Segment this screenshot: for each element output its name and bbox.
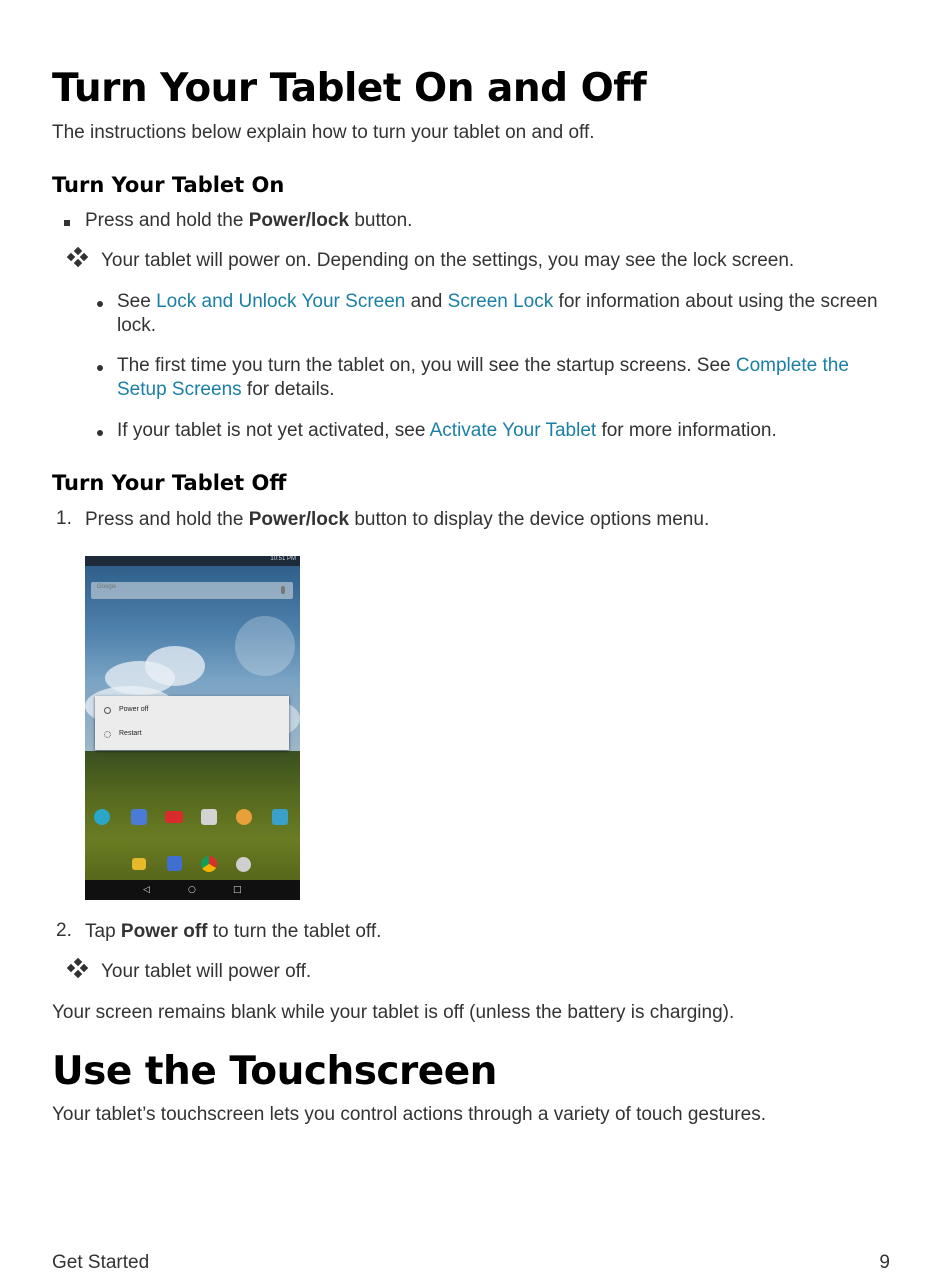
camera-icon[interactable] [201,809,217,825]
step-number: 2. [56,920,72,941]
email-icon[interactable] [132,858,146,870]
navigation-bar [85,880,300,900]
footer-section: Get Started [52,1252,150,1273]
power-icon [104,707,111,714]
bullet-text: for information about using the screen [553,291,878,312]
heading-turn-on: Turn Your Tablet On [52,173,285,197]
dot-bullet-icon [97,430,103,436]
step-turn-off-1 [85,508,709,532]
step-text-end: button. [349,210,413,231]
status-time: 10:51 PM [270,556,296,562]
wallpaper-grass [85,751,300,900]
touchscreen-intro: Your tablet’s touchscreen lets you control actions through a variety of touch gestures. [52,1104,766,1125]
step-text: Press and hold the [85,210,249,231]
result-diamond-icon [68,959,88,979]
bullet-lock-info [117,290,878,314]
link-activate-tablet[interactable]: Activate Your Tablet [429,420,597,441]
bullet-text: See [117,291,157,312]
page-title: Turn Your Tablet On and Off [52,66,647,111]
section-intro: The instructions below explain how to turn your tablet on and off. [52,122,595,143]
bullet-text: for more information. [596,420,777,441]
step-number: 1. [56,508,72,529]
mic-icon [281,586,285,594]
power-lock-label: Power/lock [248,210,350,231]
dot-bullet-icon [97,301,103,307]
link-complete-setup-screens[interactable]: Setup Screens [117,379,242,400]
step-text: Press and hold the [85,509,249,530]
calendar-icon[interactable] [167,856,182,871]
home-icon[interactable]: ○ [188,885,196,895]
photos-icon[interactable] [236,809,252,825]
menu-item-power-off[interactable]: Power off [119,706,149,713]
search-placeholder: Google [97,584,117,590]
menu-item-restart[interactable]: Restart [119,730,142,737]
power-off-label: Power off [120,921,208,942]
device-options-screenshot [85,556,300,900]
recents-icon[interactable]: □ [233,885,242,895]
step-turn-on [85,209,412,233]
bullet-text: and [405,291,448,312]
link-complete-setup-screens[interactable]: Complete the [735,355,849,376]
bullet-startup [117,354,849,378]
step-text-end: button to display the device options menu. [349,509,710,530]
page-number: 9 [879,1252,890,1273]
bullet-text: for details. [241,379,335,400]
bullet-activate [117,419,777,443]
restart-icon [104,731,111,738]
device-options-menu [95,696,289,750]
section-title-touchscreen: Use the Touchscreen [52,1049,497,1094]
note-blank-screen: Your screen remains blank while your tablet is off (unless the battery is charging). [52,1002,735,1023]
link-lock-unlock-screen[interactable]: Lock and Unlock Your Screen [156,291,406,312]
google-app-icon[interactable] [131,809,147,825]
heading-turn-off: Turn Your Tablet Off [52,471,287,495]
chrome-icon[interactable] [201,856,217,872]
bullet-text: If your tablet is not yet activated, see [117,420,430,441]
bullet-text: The first time you turn the tablet on, you will see the startup screens. See [117,355,736,376]
bullet-startup-line2 [117,378,335,402]
play-music-icon[interactable] [272,809,288,825]
result-diamond-icon [68,248,88,268]
square-bullet-icon [64,220,70,226]
step-turn-off-2 [85,920,381,944]
youtube-icon[interactable] [165,811,183,823]
back-icon[interactable]: ◁ [143,885,150,895]
link-screen-lock[interactable]: Screen Lock [447,291,554,312]
status-bar [85,556,300,566]
play-store-icon[interactable] [94,809,110,825]
google-search-bar[interactable] [91,582,293,599]
step-text-end: to turn the tablet off. [207,921,382,942]
result-power-on: Your tablet will power on. Depending on the settings, you may see the lock screen. [101,250,795,271]
dot-bullet-icon [97,365,103,371]
step-text: Tap [85,921,121,942]
power-lock-label: Power/lock [248,509,350,530]
apps-drawer-icon[interactable] [236,857,251,872]
result-power-off: Your tablet will power off. [101,961,312,982]
bullet-lock-info-line2: lock. [117,315,157,336]
